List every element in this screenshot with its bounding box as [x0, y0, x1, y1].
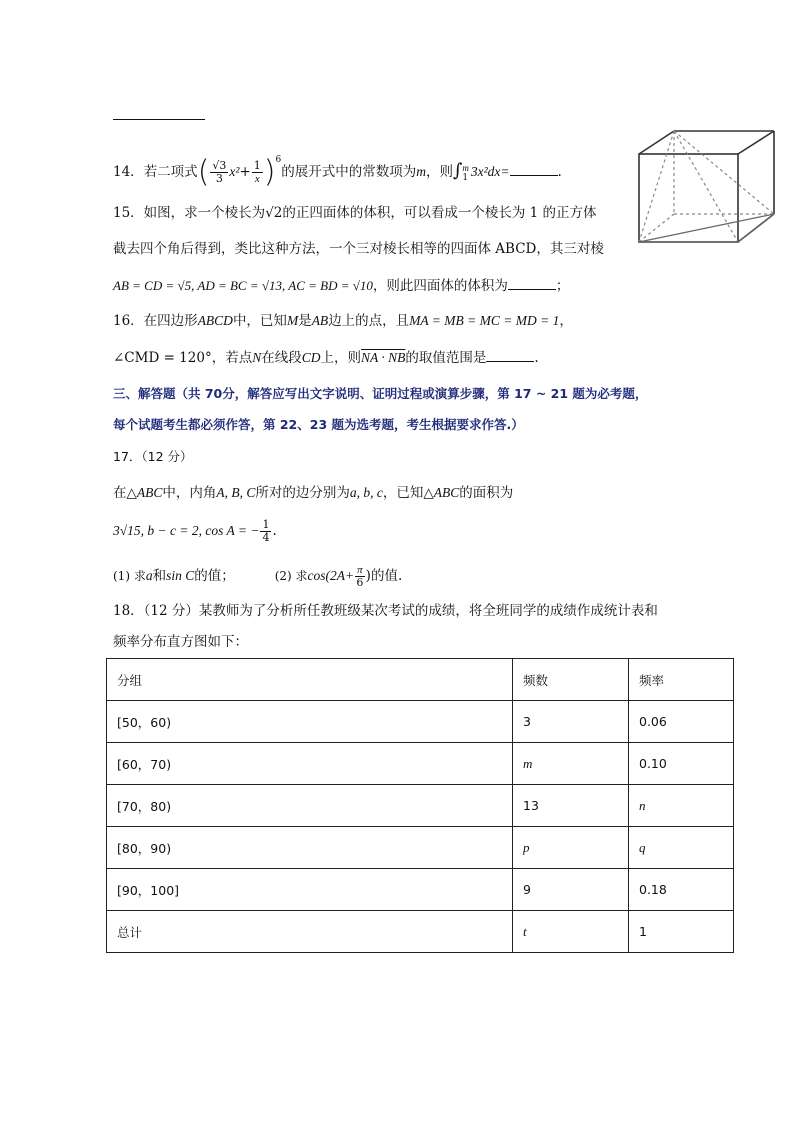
fraction-sqrt3-over-3	[210, 160, 228, 185]
p16-text-b: 中，已知	[232, 313, 287, 329]
tetra-edge-3	[674, 131, 774, 214]
p17-abc2: ABC	[433, 485, 460, 500]
cell-count: 9	[513, 869, 629, 911]
p17-line2-end: .	[272, 523, 277, 539]
frac-num: √3	[212, 159, 227, 172]
integral-limits	[462, 163, 469, 183]
p17-q2-cos: cos(2A+	[307, 568, 355, 583]
p15-line3-text: ，则此四面体的体积为	[372, 278, 508, 294]
frac2-num: 1	[253, 159, 261, 172]
problem-17-line-1	[113, 483, 513, 503]
p16-angle: ∠CMD = 120°	[113, 350, 212, 366]
p16-cd: CD	[301, 350, 321, 365]
p17-text-d: ，已知△	[382, 485, 434, 501]
p16-text-d: 边上的点，且	[328, 313, 410, 329]
p17-text-c: 所对的边分别为	[255, 485, 350, 501]
plus-sign: +	[239, 164, 251, 180]
cell-frequency-var: n	[639, 797, 646, 813]
p16-abcd: ABCD	[197, 313, 233, 328]
answer-blank-14	[510, 161, 558, 176]
problem-18-line-2: 频率分布直方图如下：	[113, 634, 248, 650]
left-paren: (	[197, 154, 210, 190]
table-row	[107, 827, 734, 869]
var-m: m	[416, 164, 426, 179]
cell-count	[513, 827, 629, 869]
p15-text-b: 的正四面体的体积，可以看成一个棱长为 1 的正方体	[282, 205, 597, 221]
problem-17-header: 17．（12 分）	[113, 449, 193, 464]
tetra-edge-2	[639, 131, 674, 242]
p17-q1-and: 和	[152, 568, 167, 584]
cell-group: 总计	[107, 911, 513, 953]
cell-frequency-var: q	[639, 839, 646, 855]
p16-text-g: 上，则	[320, 350, 361, 366]
cell-group: [50，60)	[107, 701, 513, 743]
p16-text-c: 是	[298, 313, 312, 329]
p17-text-e: 的面积为	[459, 485, 514, 501]
p16-text-a: 16．在四边形	[113, 313, 198, 329]
cell-count-var: m	[523, 755, 533, 771]
frac-den: 3	[215, 172, 223, 185]
cell-frequency: 0.18	[629, 869, 734, 911]
integral-sign: ∫	[452, 160, 463, 181]
table-row	[107, 869, 734, 911]
p16-line1-end: ，	[559, 313, 573, 329]
p16-text-e: ，若点	[211, 350, 253, 366]
top-rule	[113, 119, 205, 120]
p17-given: 3√15, b − c = 2, cos A = −	[113, 523, 260, 538]
p16-ab: AB	[311, 313, 329, 328]
problem-14-text-c: ，则	[425, 164, 453, 180]
cell-count: 3	[513, 701, 629, 743]
p17-sides: a, b, c	[349, 485, 383, 500]
cube-front-face	[639, 154, 738, 242]
p15-text-a: 15．如图，求一个棱长为	[113, 205, 266, 221]
problem-15-line-1	[113, 203, 597, 223]
problem-14-number: 14．	[113, 164, 144, 180]
table-row-total	[107, 911, 734, 953]
cell-group: [70，80)	[107, 785, 513, 827]
x-squared: x²	[229, 164, 240, 179]
p17-q2-fraction	[355, 564, 365, 589]
p17-q1-sin: sin C	[166, 568, 195, 583]
problem-18-line-1: 18．（12 分）某教师为了分析所任教班级某次考试的成绩，将全班同学的成绩作成统计表和	[113, 603, 658, 619]
problem-14-text-b: 的展开式中的常数项为	[281, 164, 417, 180]
tetra-edge-6	[639, 214, 774, 242]
p17-q2-den: 6	[356, 576, 364, 589]
p17-q2-num: π	[357, 564, 363, 576]
p17-q2-label: (2) 求	[274, 569, 308, 583]
answer-blank-15	[508, 275, 556, 290]
cell-group: [60，70)	[107, 743, 513, 785]
p16-line2-end: .	[534, 350, 539, 366]
p16-text-h: 的取值范围是	[405, 350, 487, 366]
cell-frequency	[629, 827, 734, 869]
problem-14	[113, 146, 562, 190]
p16-m: M	[286, 313, 299, 328]
cube-top-left-edge	[639, 131, 674, 154]
p17-fraction	[260, 519, 271, 544]
p16-vector-product: NA · NB	[360, 350, 406, 365]
cell-group: [90，100]	[107, 869, 513, 911]
p16-eq: MA = MB = MC = MD = 1	[409, 313, 560, 328]
section-3-heading-line-2: 每个试题考生都必须作答，第 22、23 题为选考题，考生根据要求作答.）	[113, 417, 524, 432]
cube-figure	[632, 126, 782, 250]
p17-q1-end: 的值；	[194, 568, 235, 584]
p15-line3-end: ；	[555, 278, 570, 294]
p17-q1-label: (1) 求	[113, 569, 146, 583]
problem-15-line-2	[113, 239, 604, 259]
problem-16-line-1	[113, 311, 573, 331]
p15-formula: AB = CD = √5, AD = BC = √13, AC = BD = √10	[113, 278, 373, 293]
p17-q2-close: )	[365, 568, 371, 584]
p17-angles: A, B, C	[216, 485, 256, 500]
problem-17-line-2	[113, 516, 277, 546]
problem-16-line-2	[113, 347, 539, 368]
cell-count-var: p	[523, 839, 530, 855]
header-group: 分组	[107, 659, 513, 701]
cell-count	[513, 911, 629, 953]
int-upper: m	[462, 162, 469, 173]
problem-17-questions	[113, 562, 402, 590]
p17-text-a: 在△	[113, 485, 137, 501]
table-header-row	[107, 659, 734, 701]
p16-n: N	[252, 350, 262, 365]
fraction-1-over-x	[252, 160, 263, 185]
sqrt2: √2	[265, 205, 283, 221]
p17-q2-end: 的值.	[370, 568, 403, 584]
table-row	[107, 743, 734, 785]
table-row	[107, 785, 734, 827]
cell-count-var: t	[523, 923, 527, 939]
problem-14-end: .	[557, 164, 562, 180]
cell-count	[513, 743, 629, 785]
cell-frequency: 1	[629, 911, 734, 953]
right-paren: )	[263, 154, 276, 190]
cell-frequency: 0.06	[629, 701, 734, 743]
frequency-table	[106, 658, 734, 953]
cell-frequency	[629, 785, 734, 827]
cell-group: [80，90)	[107, 827, 513, 869]
cell-count: 13	[513, 785, 629, 827]
problem-15-line-3	[113, 275, 569, 296]
problem-14-text-a: 若二项式	[143, 164, 198, 180]
p17-q1-a: a	[145, 568, 153, 583]
int-lower: 1	[462, 172, 469, 183]
cell-frequency: 0.10	[629, 743, 734, 785]
p16-text-f: 在线段	[261, 350, 302, 366]
header-frequency: 频率	[629, 659, 734, 701]
p17-abc: ABC	[136, 485, 163, 500]
section-3-heading-line-1: 三、解答题（共 70分，解答应写出文字说明、证明过程或演算步骤，第 17 ~ 21 题为必考题，	[113, 386, 648, 401]
header-count: 频数	[513, 659, 629, 701]
table-row	[107, 701, 734, 743]
integrand: 3x²dx=	[470, 164, 510, 179]
cube-top-right-edge	[738, 131, 774, 154]
p17-frac-num: 1	[262, 518, 270, 531]
exponent-6: 6	[275, 155, 282, 165]
p17-frac-den: 4	[262, 531, 270, 544]
frac2-den: x	[254, 173, 260, 185]
answer-blank-16	[486, 347, 534, 362]
p15-line2: 截去四个角后得到，类比这种方法，一个三对棱长相等的四面体 ABCD，其三对棱	[113, 241, 604, 257]
tetra-edge-1	[674, 131, 738, 242]
p17-text-b: 中，内角	[162, 485, 217, 501]
